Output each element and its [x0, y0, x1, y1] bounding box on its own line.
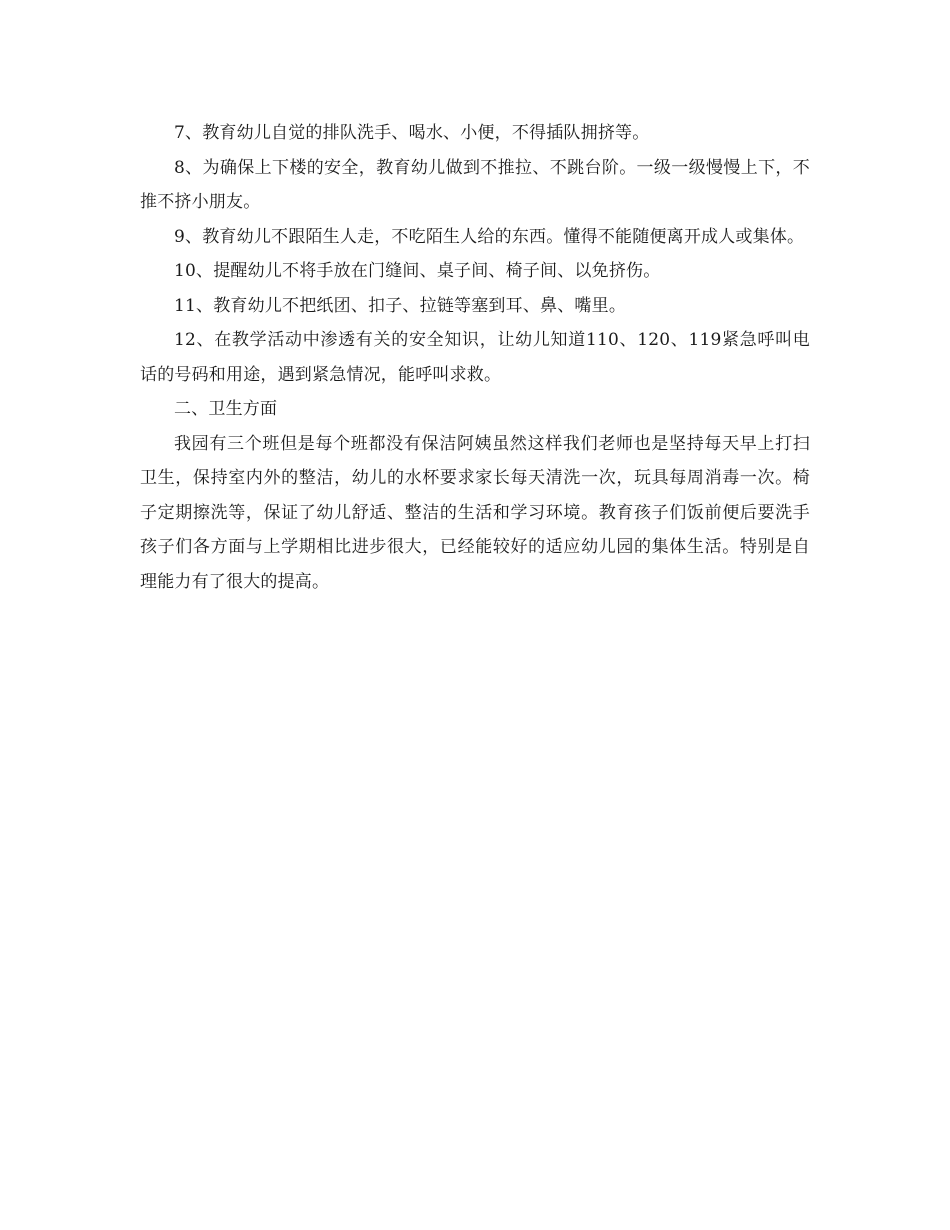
paragraph-hygiene-body: 我园有三个班但是每个班都没有保洁阿姨虽然这样我们老师也是坚持每天早上打扫卫生，保持室内外的整洁，幼儿的水杯要求家长每天清洗一次，玩具每周消毒一次。椅子定期擦洗等，保证了幼儿舒适、整洁的生活和学习环境。教育孩子们饭前便后要洗手孩子们各方面与上学期相比进步很大，已经能较好的适应幼儿园的集体生活。特别是自理能力有了很大的提高。 — [140, 433, 810, 592]
section-heading-hygiene: 二、卫生方面 — [174, 399, 278, 419]
paragraph-item-10: 10、提醒幼儿不将手放在门缝间、桌子间、椅子间、以免挤伤。 — [174, 261, 661, 281]
document-body — [140, 116, 810, 599]
paragraph-item-9: 9、教育幼儿不跟陌生人走，不吃陌生人给的东西。懂得不能随便离开成人或集体。 — [174, 226, 805, 247]
paragraph-item-11: 11、教育幼儿不把纸团、扣子、拉链等塞到耳、鼻、嘴里。 — [174, 295, 627, 316]
paragraph-item-8: 8、为确保上下楼的安全，教育幼儿做到不推拉、不跳台阶。一级一级慢慢上下，不推不挤小朋友。 — [140, 157, 810, 212]
paragraph-item-12: 12、在教学活动中渗透有关的安全知识，让幼儿知道110、120、119紧急呼叫电话的号码和用途，遇到紧急情况，能呼叫求救。 — [140, 330, 810, 385]
paragraph-item-7: 7、教育幼儿自觉的排队洗手、喝水、小便，不得插队拥挤等。 — [174, 123, 650, 143]
